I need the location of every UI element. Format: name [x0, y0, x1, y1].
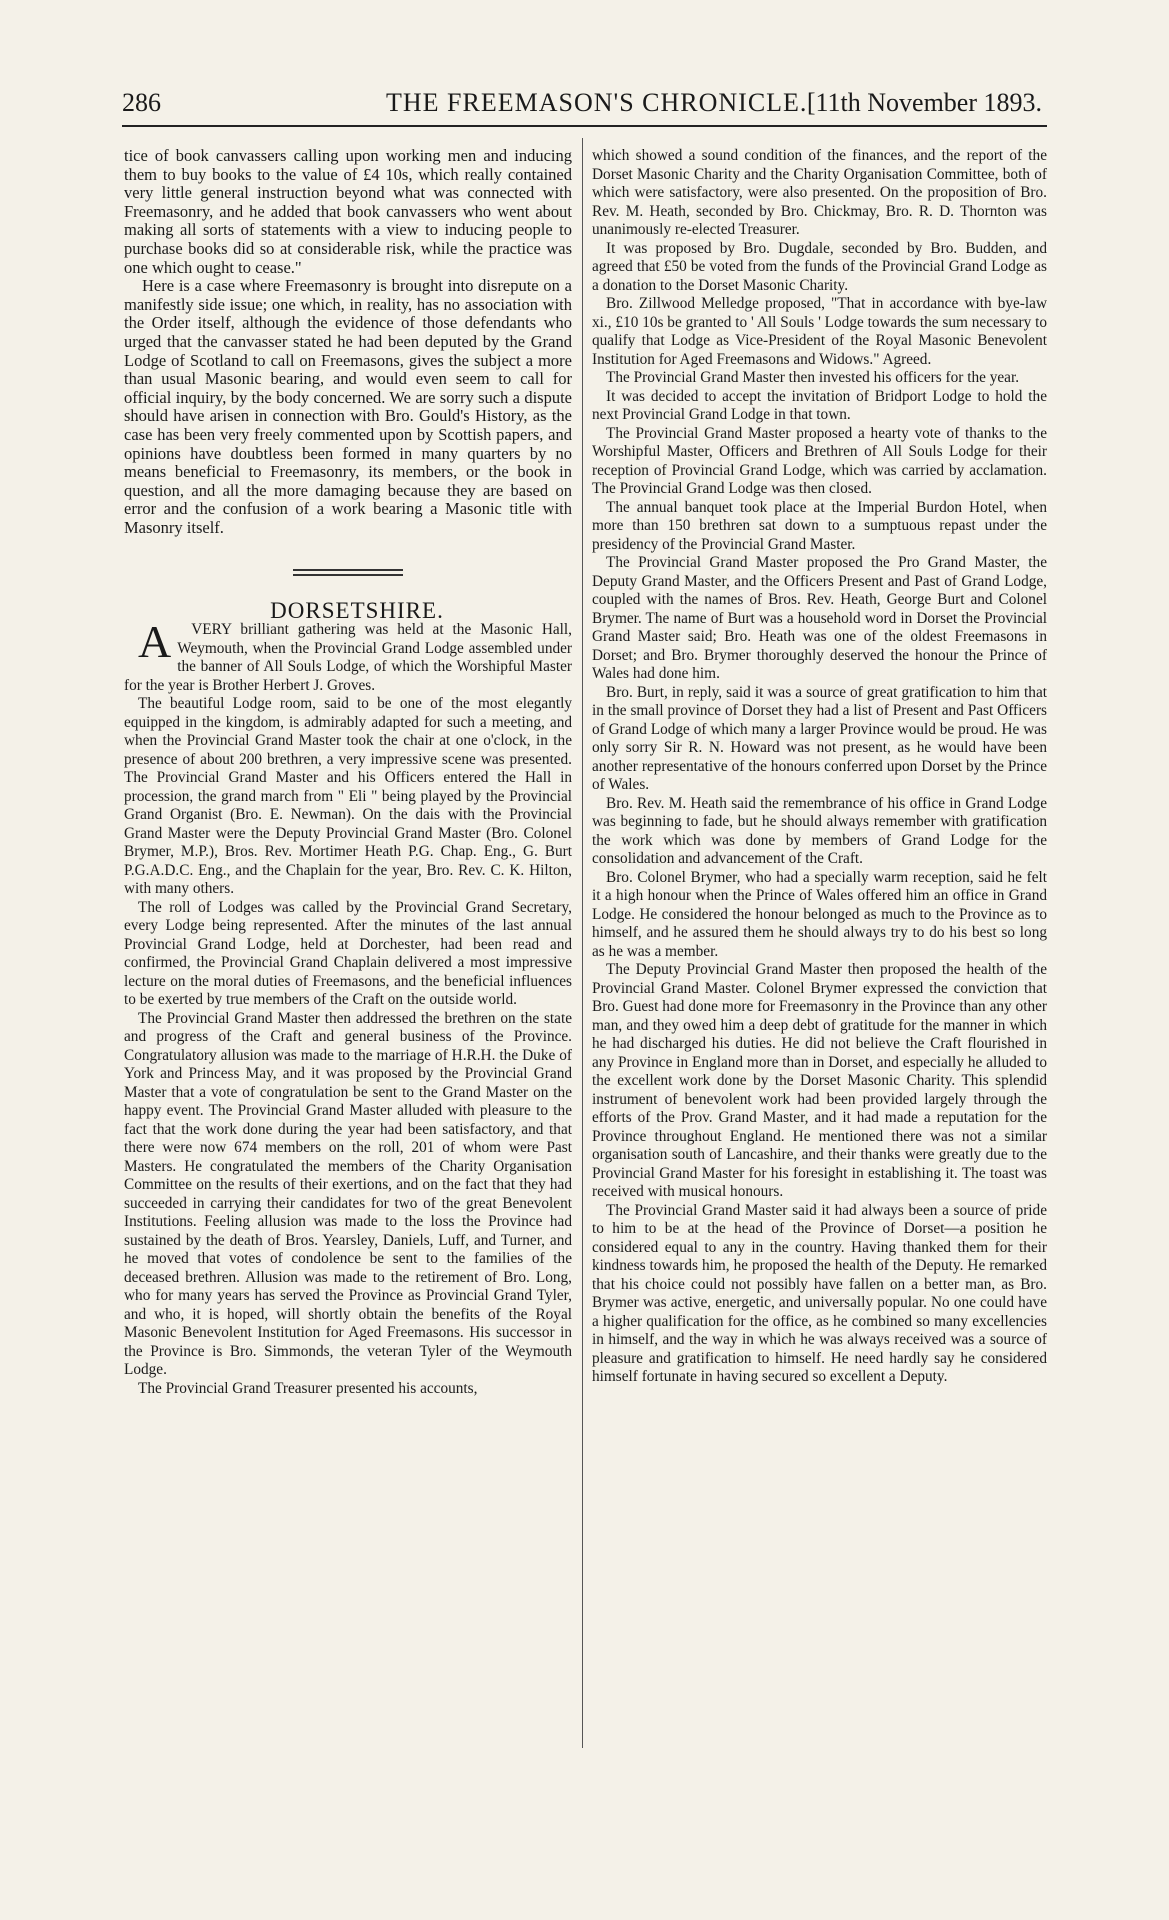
article-paragraph: The Provincial Grand Treasurer presented his accounts, [138, 1379, 478, 1397]
article-paragraph: The Provincial Grand Master said it had always been a source of pride to him to be at the head of the Province of Dorset—a position he considered equal to any in the country. Having thanked them for their kindness towards him, he proposed the health of the Deputy. He remarked that his choice could not possibly have fallen on a better man, as Bro. Brymer was active, energetic, and universally popular. No one could have a higher qualification for the office, as he combined so many excellencies in himself, and the way in which he was always received was a source of pleasure and gratification to himself. He need hardly say he considered himself fortunate in having secured so excellent a Deputy. [592, 1201, 1047, 1385]
article-paragraph: It was proposed by Bro. Dugdale, seconded by Bro. Budden, and agreed that £50 be voted from the funds of the Provincial Grand Lodge as a donation to the Dorset Masonic Charity. [592, 239, 1047, 294]
article-paragraph: Bro. Rev. M. Heath said the remembrance of his office in Grand Lodge was beginning to fade, but he should always remember with gratification the work which was done by members of Grand Lodge for the consolidation and advancement of the Craft. [592, 794, 1047, 867]
column-divider [582, 138, 583, 1748]
article-paragraph: Bro. Colonel Brymer, who had a specially warm reception, said he felt it a high honour when the Prince of Wales offered him an office in Grand Lodge. He considered the honour belonged as much to the Province as to himself, and he assured them he should always try to do his best so long as he was a member. [592, 868, 1047, 960]
article-paragraph: VERY brilliant gathering was held at the Masonic Hall, Weymouth, when the Provincial Grand Lodge assembled under the banner of All Souls Lodge, of which the Worshipful Master for the year is Brother Herbert J. Groves. [124, 621, 572, 694]
article-paragraph: The beautiful Lodge room, said to be one of the most elegantly equipped in the kingdom, is admirably adapted for such a meeting, and when the Provincial Grand Master took the chair at one o'clock, in the presence of about 200 brethren, a very impressive scene was presented. The Provincial Grand Master and his Officers entered the Hall in procession, the grand march from " Eli " being played by the Provincial Grand Organist (Bro. E. Newman). On the dais with the Provincial Grand Master were the Deputy Provincial Grand Master (Bro. Colonel Brymer, M.P.), Bros. Rev. Mortimer Heath P.G. Chap. Eng., G. Burt P.G.A.D.C. Eng., and the Chaplain for the year, Bro. Rev. C. K. Hilton, with many others. [124, 695, 572, 898]
page-number: 286 [122, 88, 161, 117]
dorsetshire-report [124, 616, 572, 1398]
article-paragraph: tice of book canvassers calling upon working men and inducing them to buy books to the value of £4 10s, which really contained very little general instruction beyond what was connected with Freemasonry, and he added that book canvassers who went about making all sorts of statements with a view to inducing people to purchase books did so at considerable risk, while the practice was one which ought to cease." [124, 146, 572, 277]
article-paragraph: Here is a case where Freemasonry is brought into disrepute on a manifestly side issue; one which, in reality, has no association with the Order itself, although the evidence of those defendants who urged that the canvasser stated he had been deputed by the Grand Lodge of Scotland to call on Freemasons, gives the subject a more than usual Masonic bearing, and would even seem to call for official inquiry, by the body concerned. We are sorry such a dispute should have arisen in connection with Bro. Gould's History, as the case has been very freely commented upon by Scottish papers, and opinions have doubtless been formed in many quarters by no means beneficial to Freemasonry, its members, or the book in question, and all the more damaging because they are based on error and the confusion of a work bearing a Masonic title with Masonry itself. [124, 276, 572, 537]
section-divider [293, 569, 403, 576]
header-rule [122, 125, 1047, 127]
right-column [592, 147, 1047, 1387]
article-paragraph: The Provincial Grand Master then addressed the brethren on the state and progress of the Craft and general business of the Province. Congratulatory allusion was made to the marriage of H.R.H. the Duke of York and Princess May, and it was proposed by the Provincial Grand Master that a vote of congratulation be sent to the Grand Master on the happy event. The Provincial Grand Master alluded with pleasure to the fact that the work done during the year had been satisfactory, and that there were now 674 members on the roll, 201 of whom were Past Masters. He congratulated the members of the Charity Organisation Committee on the results of their exertions, and on the fact that they had succeeded in carrying their candidates for two of the great Benevolent Institutions. Feeling allusion was made to the loss the Province had sustained by the death of Bros. Yearsley, Daniels, Luff, and Turner, and he moved that votes of condolence be sent to the families of the deceased brethren. Allusion was made to the retirement of Bro. Long, who for many years has served the Province as Provincial Grand Tyler, and who, it is hoped, will shortly obtain the benefits of the Royal Masonic Benevolent Institution for Aged Freemasons. His successor in the Province is Bro. Simmonds, the veteran Tyler of the Weymouth Lodge. [124, 1009, 572, 1379]
article-paragraph: The Provincial Grand Master then invested his officers for the year. [606, 369, 1020, 386]
article-paragraph: It was decided to accept the invitation of Bridport Lodge to hold the next Provincial Grand Lodge in that town. [592, 387, 1047, 423]
page-header [122, 88, 1042, 128]
article-paragraph: The Deputy Provincial Grand Master then proposed the health of the Provincial Grand Master. Colonel Brymer expressed the conviction that Bro. Guest had done more for Freemasonry in the Province than any other man, and they owed him a deep debt of gratitude for the manner in which he had discharged his duties. He did not believe the Craft flourished in any Province in England more than in Dorset, and especially he alluded to the excellent work done by the Dorset Masonic Charity. This splendid instrument of benevolent work had been provided largely through the efforts of the Prov. Grand Master, and it had made a reputation for the Province throughout England. He mentioned there was not a similar organisation south of Lancashire, and their thanks were greatly due to the Provincial Grand Master for his foresight in establishing it. The toast was received with musical honours. [592, 961, 1047, 1200]
article-paragraph: The annual banquet took place at the Imperial Burdon Hotel, when more than 150 brethren sat down to a sumptuous repast under the presidency of the Provincial Grand Master. [592, 498, 1047, 553]
article-paragraph: Bro. Zillwood Melledge proposed, "That in accordance with bye-law xi., £10 10s be granted to ' All Souls ' Lodge towards the sum necessary to qualify that Lodge as Vice-President of the Royal Masonic Benevolent Institution for Aged Freemasons and Widows." Agreed. [592, 295, 1047, 368]
article-paragraph: The Provincial Grand Master proposed a hearty vote of thanks to the Worshipful Master, Officers and Brethren of All Souls Lodge for their reception of Provincial Grand Lodge, which was carried by acclamation. The Provincial Grand Lodge was then closed. [592, 424, 1047, 497]
issue-date: [11th November 1893. [806, 88, 1042, 117]
drop-cap: A [138, 616, 172, 668]
section-title: DORSETSHIRE. [270, 598, 444, 624]
publication-title: THE FREEMASON'S CHRONICLE. [386, 88, 808, 117]
article-paragraph: The roll of Lodges was called by the Provincial Grand Secretary, every Lodge being represented. After the minutes of the last annual Provincial Grand Lodge, held at Dorchester, had been read and confirmed, the Provincial Grand Chaplain delivered a most impressive lecture on the moral duties of Freemasons, and the beneficial influences to be exerted by true members of the Craft on the outside world. [124, 898, 572, 1009]
left-column [124, 147, 572, 1398]
article-paragraph: The Provincial Grand Master proposed the Pro Grand Master, the Deputy Grand Master, and the Officers Present and Past of Grand Lodge, coupled with the names of Bros. Rev. Heath, George Burt and Colonel Brymer. The name of Burt was a household word in Dorset the Provincial Grand Master said; Bro. Heath was one of the oldest Freemasons in Dorset; and Bro. Brymer thoroughly deserved the honour the Prince of Wales had done him. [592, 554, 1047, 682]
article-paragraph: Bro. Burt, in reply, said it was a source of great gratification to him that in the small province of Dorset they had a list of Present and Past Officers of Grand Lodge of which many a larger Province would be proud. He was only sorry Sir R. N. Howard was not present, as he would have been another representative of the honours conferred upon Dorset by the Prince of Wales. [592, 683, 1047, 793]
article-paragraph: which showed a sound condition of the finances, and the report of the Dorset Masonic Charity and the Charity Organisation Committee, both of which were satisfactory, were also presented. On the proposition of Bro. Rev. M. Heath, seconded by Bro. Chickmay, Bro. R. D. Thornton was unanimously re-elected Treasurer. [592, 147, 1047, 238]
